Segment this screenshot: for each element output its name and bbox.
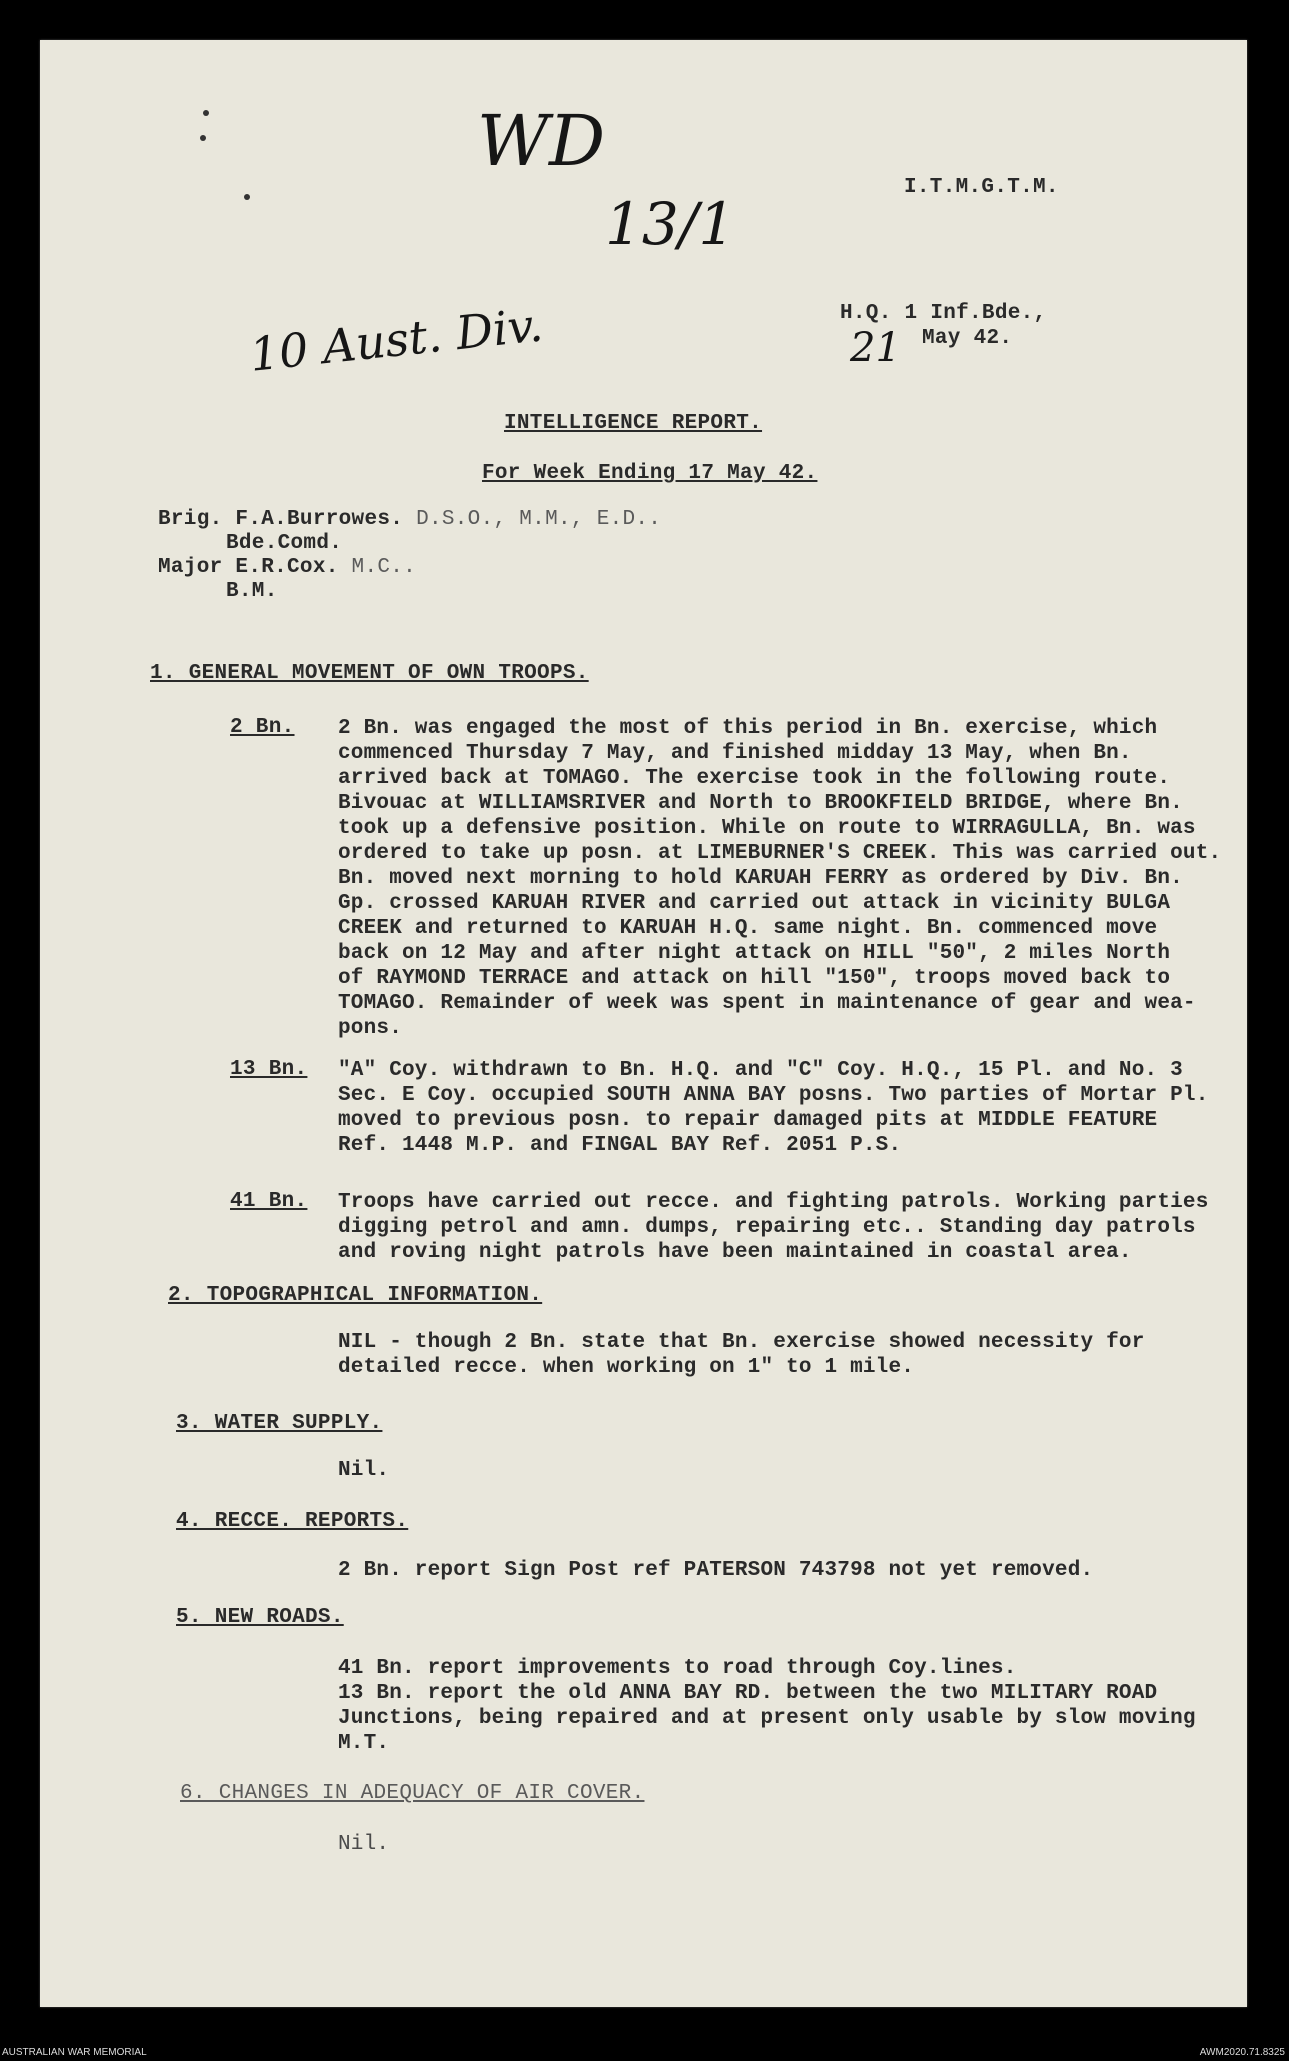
- text-line: Bn. moved next morning to hold KARUAH FERRY as ordered by Div. Bn.: [338, 867, 1183, 890]
- footer-right: AWM2020.71.8325: [1199, 2047, 1285, 2058]
- text-line: "A" Coy. withdrawn to Bn. H.Q. and "C" Coy. H.Q., 15 Pl. and No. 3: [338, 1059, 1183, 1082]
- officer-rank: Brig.: [158, 508, 223, 531]
- text-line: 13 Bn. report the old ANNA BAY RD. between the two MILITARY ROAD: [338, 1682, 1158, 1705]
- unit-label-2bn: 2 Bn.: [230, 716, 295, 739]
- section-5-text: [338, 1656, 1196, 1756]
- text-line: back on 12 May and after night attack on HILL "50", 2 miles North: [338, 942, 1171, 965]
- text-line: CREEK and returned to KARUAH H.Q. same night. Bn. commenced move: [338, 917, 1158, 940]
- section-4-text: [338, 1558, 1093, 1583]
- section-2-text: [338, 1330, 1145, 1380]
- officer-name: F.A.Burrowes.: [235, 508, 404, 531]
- text-line: Nil.: [338, 1833, 390, 1856]
- text-line: Ref. 1448 M.P. and FINGAL BAY Ref. 2051 P.S.: [338, 1134, 902, 1157]
- text-line: commenced Thursday 7 May, and finished midday 13 May, when Bn.: [338, 742, 1132, 765]
- text-line: 41 Bn. report improvements to road through Coy.lines.: [338, 1657, 1017, 1680]
- officer-2: [158, 556, 416, 579]
- unit-label-13bn: 13 Bn.: [230, 1058, 308, 1081]
- officer-honours: D.S.O., M.M., E.D..: [416, 508, 662, 531]
- text-line: and roving night patrols have been maintained in coastal area.: [338, 1241, 1132, 1264]
- text-line: NIL - though 2 Bn. state that Bn. exercise showed necessity for: [338, 1331, 1145, 1354]
- text-line: Gp. crossed KARUAH RIVER and carried out attack in vicinity BULGA: [338, 892, 1171, 915]
- text-line: took up a defensive position. While on route to WIRRAGULLA, Bn. was: [338, 817, 1196, 840]
- officer-1-role: Bde.Comd.: [226, 532, 343, 555]
- officer-rank: Major: [158, 556, 223, 579]
- punch-hole: [244, 194, 250, 200]
- text-line: moved to previous posn. to repair damaged pits at MIDDLE FEATURE: [338, 1109, 1158, 1132]
- text-line: 2 Bn. report Sign Post ref PATERSON 743798 not yet removed.: [338, 1559, 1094, 1582]
- text-line: Junctions, being repaired and at present only usable by slow moving: [338, 1707, 1196, 1730]
- text-line: 2 Bn. was engaged the most of this period in Bn. exercise, which: [338, 717, 1158, 740]
- text-line: digging petrol and amn. dumps, repairing etc.. Standing day patrols: [338, 1216, 1196, 1239]
- text-line: of RAYMOND TERRACE and attack on hill "150", troops moved back to: [338, 967, 1171, 990]
- officer-1: [158, 508, 661, 531]
- officer-2-role: B.M.: [226, 580, 278, 603]
- classification-code: I.T.M.G.T.M.: [904, 176, 1059, 199]
- section-heading-6: 6. CHANGES IN ADEQUACY OF AIR COVER.: [180, 1782, 645, 1805]
- officer-name: E.R.Cox.: [235, 556, 339, 579]
- handwritten-division: 10 Aust. Div.: [247, 297, 546, 382]
- text-line: Sec. E Coy. occupied SOUTH ANNA BAY posns. Two parties of Mortar Pl.: [338, 1084, 1209, 1107]
- section-heading-2: 2. TOPOGRAPHICAL INFORMATION.: [168, 1284, 543, 1307]
- text-line: TOMAGO. Remainder of week was spent in maintenance of gear and wea-: [338, 992, 1196, 1015]
- handwritten-number: 13/1: [605, 190, 736, 258]
- text-line: Troops have carried out recce. and fighting patrols. Working parties: [338, 1191, 1209, 1214]
- punch-hole: [200, 135, 206, 141]
- document-page: [40, 40, 1247, 2007]
- unit-41bn-text: [338, 1190, 1209, 1265]
- text-line: detailed recce. when working on 1" to 1 mile.: [338, 1356, 915, 1379]
- section-6-text: [338, 1832, 389, 1857]
- text-line: ordered to take up posn. at LIMEBURNER'S CREEK. This was carried out.: [338, 842, 1222, 865]
- text-line: Bivouac at WILLIAMSRIVER and North to BROOKFIELD BRIDGE, where Bn.: [338, 792, 1183, 815]
- text-line: Nil.: [338, 1459, 390, 1482]
- footer-left: AUSTRALIAN WAR MEMORIAL: [2, 2047, 147, 2058]
- date-line: May 42.: [922, 327, 1013, 350]
- text-line: M.T.: [338, 1732, 390, 1755]
- section-heading-5: 5. NEW ROADS.: [176, 1606, 344, 1629]
- handwritten-top-note: WD: [477, 100, 606, 182]
- section-heading-4: 4. RECCE. REPORTS.: [176, 1510, 409, 1533]
- unit-2bn-text: [338, 716, 1221, 1041]
- unit-label-41bn: 41 Bn.: [230, 1190, 308, 1213]
- officer-honours: M.C..: [351, 556, 417, 579]
- section-3-text: [338, 1458, 389, 1483]
- unit-13bn-text: [338, 1058, 1209, 1158]
- section-heading-1: 1. GENERAL MOVEMENT OF OWN TROOPS.: [150, 662, 589, 685]
- text-line: pons.: [338, 1017, 403, 1040]
- punch-hole: [203, 110, 209, 116]
- section-heading-3: 3. WATER SUPPLY.: [176, 1412, 383, 1435]
- hq-line: H.Q. 1 Inf.Bde.,: [840, 302, 1047, 325]
- text-line: arrived back at TOMAGO. The exercise took in the following route.: [338, 767, 1171, 790]
- report-title: INTELLIGENCE REPORT.: [504, 412, 763, 435]
- handwritten-date: 21: [850, 325, 901, 371]
- report-subtitle: For Week Ending 17 May 42.: [482, 462, 818, 485]
